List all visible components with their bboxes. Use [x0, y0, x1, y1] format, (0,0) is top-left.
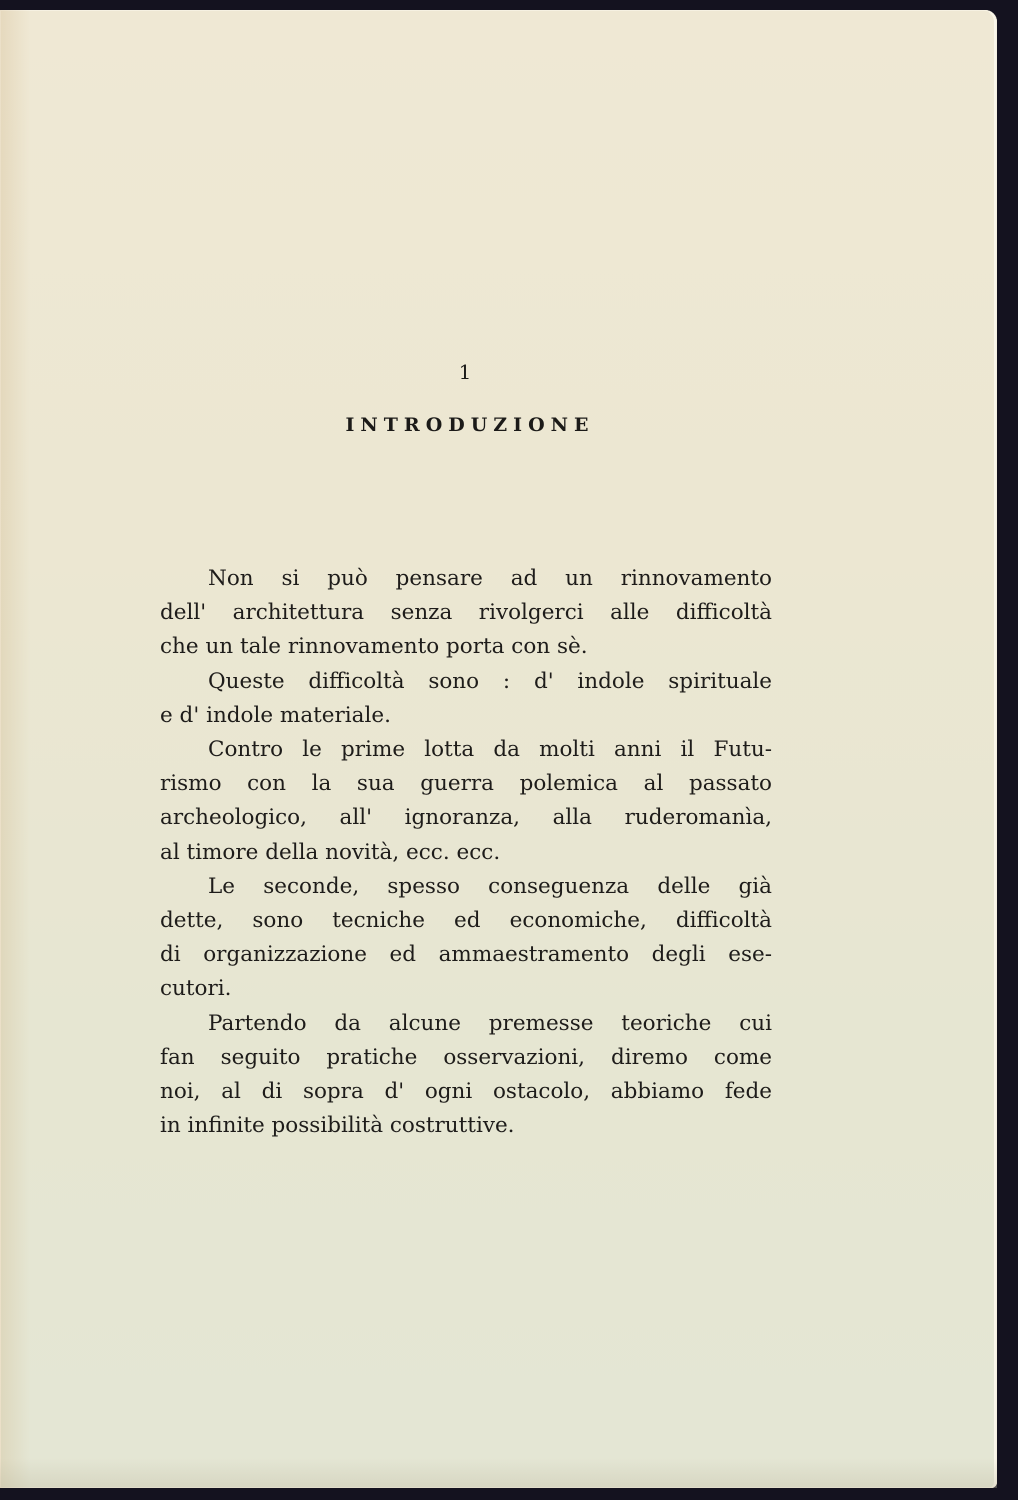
text-line: Non si può pensare ad un rinnovamento — [208, 566, 772, 591]
text-line: Queste difficoltà sono : d' indole spirituale — [208, 668, 772, 694]
text-line: archeologico, all' ignoranza, alla ruderomanìa, — [160, 805, 772, 831]
text-line: di organizzazione ed ammaestramento degli ese- — [160, 942, 772, 968]
body-text — [160, 562, 772, 1143]
text-line: dell' architettura senza rivolgerci alle difficoltà — [160, 600, 772, 626]
paragraph — [160, 870, 772, 1007]
text-line: cutori. — [160, 976, 232, 1002]
paragraph — [160, 733, 772, 870]
text-line: e d' indole materiale. — [160, 702, 391, 728]
paragraph — [160, 562, 772, 665]
text-line: in infinite possibilità costruttive. — [160, 1113, 515, 1139]
text-line: rismo con la sua guerra polemica al passato — [160, 771, 772, 797]
paragraph — [160, 1007, 772, 1144]
text-line: noi, al di sopra d' ogni ostacolo, abbiamo fede — [160, 1079, 772, 1105]
text-line: al timore della novità, ecc. ecc. — [160, 839, 501, 865]
text-line: dette, sono tecniche ed economiche, difficoltà — [160, 908, 772, 934]
paragraph — [160, 665, 772, 733]
text-line: che un tale rinnovamento porta con sè. — [160, 634, 588, 660]
chapter-number: 1 — [458, 360, 472, 384]
text-line: fan seguito pratiche osservazioni, diremo come — [160, 1044, 772, 1070]
book-page — [0, 10, 997, 1488]
text-line: Le seconde, spesso conseguenza delle già — [208, 873, 772, 899]
text-line: Partendo da alcune premesse teoriche cui — [208, 1010, 772, 1036]
chapter-title: INTRODUZIONE — [345, 414, 595, 436]
text-line: Contro le prime lotta da molti anni il Futu- — [208, 737, 772, 763]
